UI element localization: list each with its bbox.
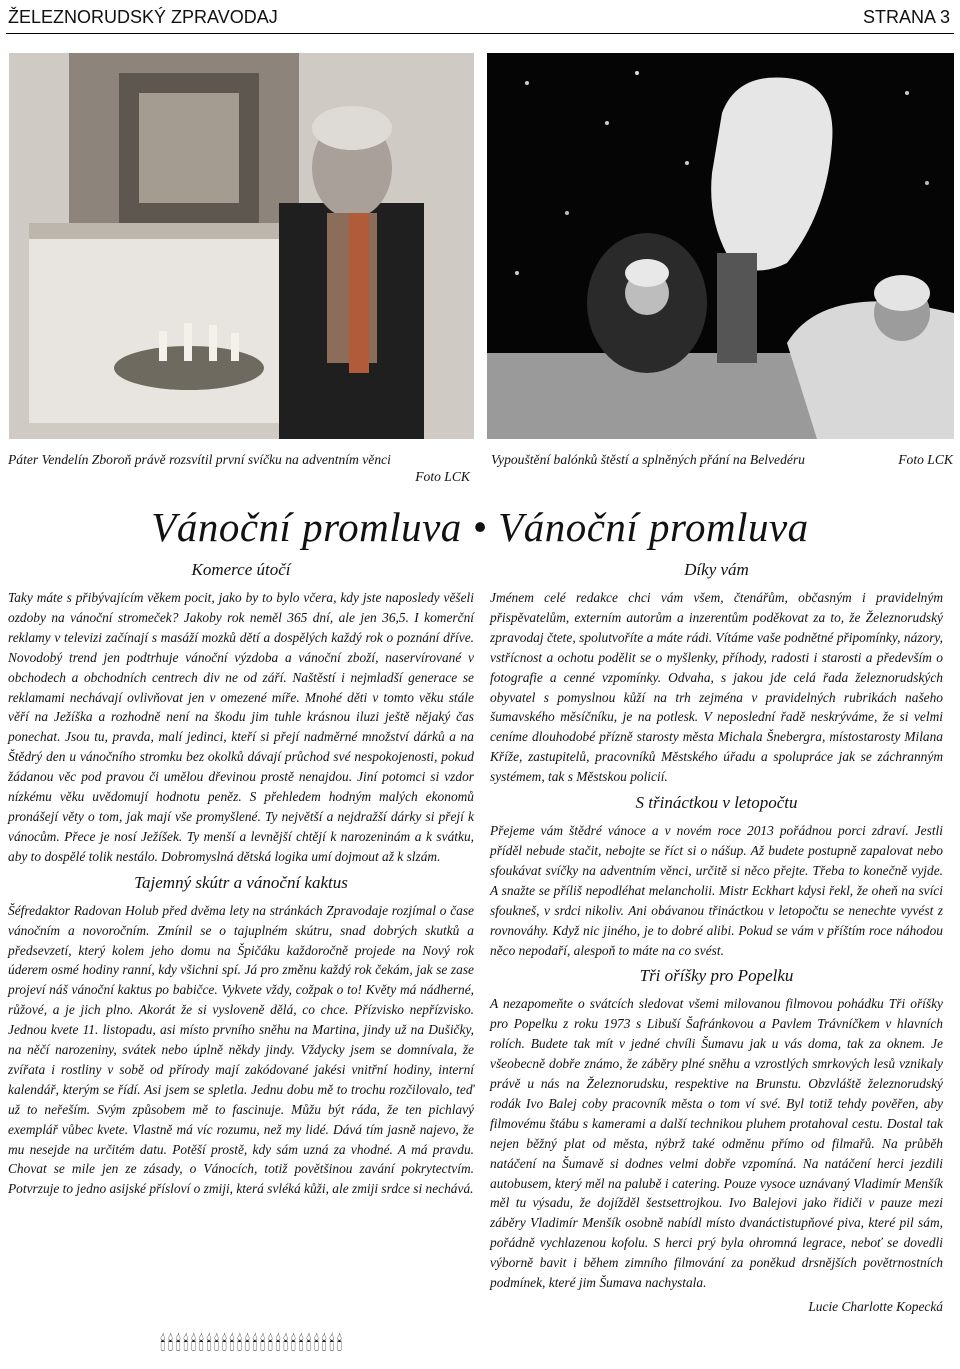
- author-name: Lucie Charlotte Kopecká: [808, 1299, 943, 1314]
- caption-left-text: Páter Vendelín Zboroň právě rozsvítil první svíčku na adventním věnci: [8, 452, 391, 467]
- candle-decoration-row: 🕯🕯🕯🕯🕯🕯🕯🕯🕯🕯🕯🕯🕯🕯🕯🕯🕯🕯🕯🕯🕯🕯🕯🕯: [160, 1333, 345, 1355]
- section-heading-diky: Díky vám: [684, 560, 749, 579]
- section-heading-trinactka: S třináctkou v letopočtu: [635, 793, 798, 813]
- article-title: Vánoční promluva • Vánoční promluva: [151, 504, 809, 550]
- section-text-diky: Jménem celé redakce chci vám všem, čtenářům, občasným i pravidelným přispěvatelům, externím autorům a inzerentům poděkovat za to, že Železnorudský zpravodaj čtete, spolutvoříte a máte rádi. Vítáme vaše podnětné připomínky, názory, vstřícnost a ochotu podělit se o myšlenky, příhody, radosti i starosti a především o fotografie a cenné vzpomínky. Odvaha, s jakou jde celá řada železnorudských obyvatel s pomyslnou kůží na trh zejména v pravidelných rubrikách našeho šumavského měsíčníku, je na potlesk. V neposlední řadě neskrýváme, že si velmi ceníme dlouhodobé přízně starosty města Michala Šnebergra, místostarosty Milana Kříže, zastupitelů, pracovníků Městského úřadu a spolupráce jak se záchranným systémem, tak s Městskou policií.: [490, 590, 943, 785]
- caption-right-text: Vypouštění balónků štěstí a splněných přání na Belvedéru: [491, 452, 805, 467]
- section-text-skutr: Šéfredaktor Radovan Holub před dvěma lety na stránkách Zpravodaje rozjímal o čase vánočním a novoročním. Zmínil se o tajuplném skútru, snad dobrých skutků a předsevzetí, který kolem jeho domu na Špičáku každoročně projede na Nový rok úderem osmé hodiny ranní, kdy všichni spí. Já pro změnu každý rok čekám, jak se zase projeví náš vánoční kaktus po babičce. Vykvete vždy, cožpak o to! Květy má nádherné, růžové, a je jich plno. Akorát že si vysloveně dělá, co chce. Přízvisko nepřízvisko. Jednou kvete 11. listopadu, asi místo prvního sněhu na Martina, jindy už na Dušičky, na něčí narozeniny, svátek nebo úplně někdy jindy. Vždycky jsem se domnívala, že zvířata i rostliny v sobě od přírody mají zakódované jakési vnitřní hodiny, interní kalendář, kterým se řídí. Asi jsem se spletla. Jednu dobu mě to trochu rozčilovalo, teď už to neřeším. Svým způsobem mě to fascinuje. Můžu být ráda, že ten pichlavý exemplář vůbec kvete. Vlastně má víc rozumu, než my lidé. Dává tím jasně najevo, že mu nesejde na určitém datu. Potěší prostě, kdy sám uzná za vhodné. A má pravdu. Chovat se mile jen ze zásady, o Vánocích, totiž povětšinou zavání pokrytectvím. Potvrzuje to jedno asijské přísloví o zmiji, která svléká kůži, ale zmiji srdce si nechává.: [8, 902, 474, 1197]
- caption-left-credit: Foto LCK: [415, 469, 470, 484]
- photo-lantern-launch: [487, 53, 954, 439]
- page-header: [6, 2, 954, 34]
- section-heading-komerce: Komerce útočí: [191, 560, 291, 579]
- section-text-popelka: A nezapomeňte o svátcích sledovat všemi milovanou filmovou pohádku Tři oříšky pro Popelku z roku 1973 s Libuší Šafránkovou a Pavlem Trávníčkem v hlavních rolích. Budete tak mít v jedné chvíli Šumavu jak u vás doma, tak za oknem. Je všeobecně dobře známo, že záběry plné sněhu a vzrostlých smrkových lesů vznikaly právě u nás na Železnorudsku, respektive na Brunstu. Obzvláště železnorudský rodák Ivo Balej coby pracovník města o tom ví své. Byl totiž tehdy pověřen, aby filmovému štábu s kamerami a další technikou pluhem protahoval cestu. Dostal tak nejen běžný plat od města, nýbrž také odměnu přímo od filmařů. Na průběh natáčení na Šumavě si dodnes velmi dobře vzpomíná. Na natáčení herci jezdili autobusem, který měl na palubě i catering. Pouze vysoce uznávaný Vladimír Menšík měl tu výsadu, že dojížděl šestsettrojkou. Ivo Balejovi jako řidiči v pauze mezi záběry Vladimír Menšík osobně nabídl místo dvanáctistupňové piva, které pil sám, pořádně vychlazenou kofolu. S herci prý byla ohromná legrace, neboť se dovedli výborně bavit i během zimního filmování za poněkud drsnějších povětrnostních podmínek, které jim Šumava nachystala.: [490, 996, 943, 1291]
- page-number: STRANA 3: [862, 7, 950, 27]
- section-text-trinactka: Přejeme vám štědré vánoce a v novém roce 2013 pořádnou porci zdraví. Jestli příděl nebude stačit, nebojte se říct si o nášup. Až budete postupně zapalovat nebo sfoukávat svíčky na adventním věnci, určitě si něco přejte. Třeba to konečně vyjde. A snažte se příliš nepodléhat melancholii. Mistr Eckhart kdysi řekl, že oheň na svíci sfoukneš, v srdci nikoliv. Ani obávanou třináctkou v letopočtu se nenechte vyvést z rovnováhy. Když nic jiného, je to dobré alibi. Pokud se vám v příštím roce náhodou něco nepodaří, alespoň to máte na co svést.: [490, 823, 943, 958]
- caption-right: [491, 451, 953, 468]
- left-column: [8, 558, 474, 1203]
- caption-left: [8, 451, 470, 485]
- section-heading-skutr: Tajemný skútr a vánoční kaktus: [134, 872, 348, 892]
- caption-right-credit: Foto LCK: [898, 452, 953, 467]
- publication-name: ŽELEZNORUDSKÝ ZPRAVODAJ: [8, 7, 278, 27]
- section-heading-popelka: Tři oříšky pro Popelku: [639, 966, 794, 986]
- section-text-komerce: Taky máte s přibývajícím věkem pocit, jako by to bylo včera, kdy jste naposledy věšeli ozdoby na vánoční stromeček? Jakoby rok neměl 365 dní, ale jen 36,5. I komerční reklamy v televizi začínají s masáží mozků dětí a dospělých každý rok o poznání dříve. Novodobý trend jen podtrhuje vánoční výzdoba a vánoční zboží, naservírované v obchodech a obchodních centrech div ne od září. Naštěstí i nejmladší generace se reklamami nechávají ovlivňovat jen v omezené míře. Mnohé děti v tomto věku stále věří na Ježíška a rozhodně není na škodu jim tuhle krásnou iluzi ještě nějaký čas ponechat. Jsou tu, pravda, malí jedinci, kteří si přejí nadměrné množství dárků a na Štědrý den u vánočního stromku bez okolků dávají průchod své nespokojenosti, pokud žádanou věc pod pravou či umělou dřevinou prostě nenajdou. Jiní potomci si vzdor nízkému věku uvědomují hodnotu peněz. S přehledem hodným malých ekonomů pronášejí věty o tom, jak mají vše promyšlené. Ty největší a nejdražší dárky si přejí k vánocům. Přece je nosí Ježíšek. Ty menší a levnější chtějí k narozeninám a k svátku, aby to dospělé tolik nestálo. Dobromyslná dětská logika umí dojmout až k slzám.: [8, 590, 474, 864]
- right-column: [490, 558, 943, 1317]
- author-signature-row: [490, 1297, 943, 1317]
- photo-priest-advent-wreath: [9, 53, 474, 439]
